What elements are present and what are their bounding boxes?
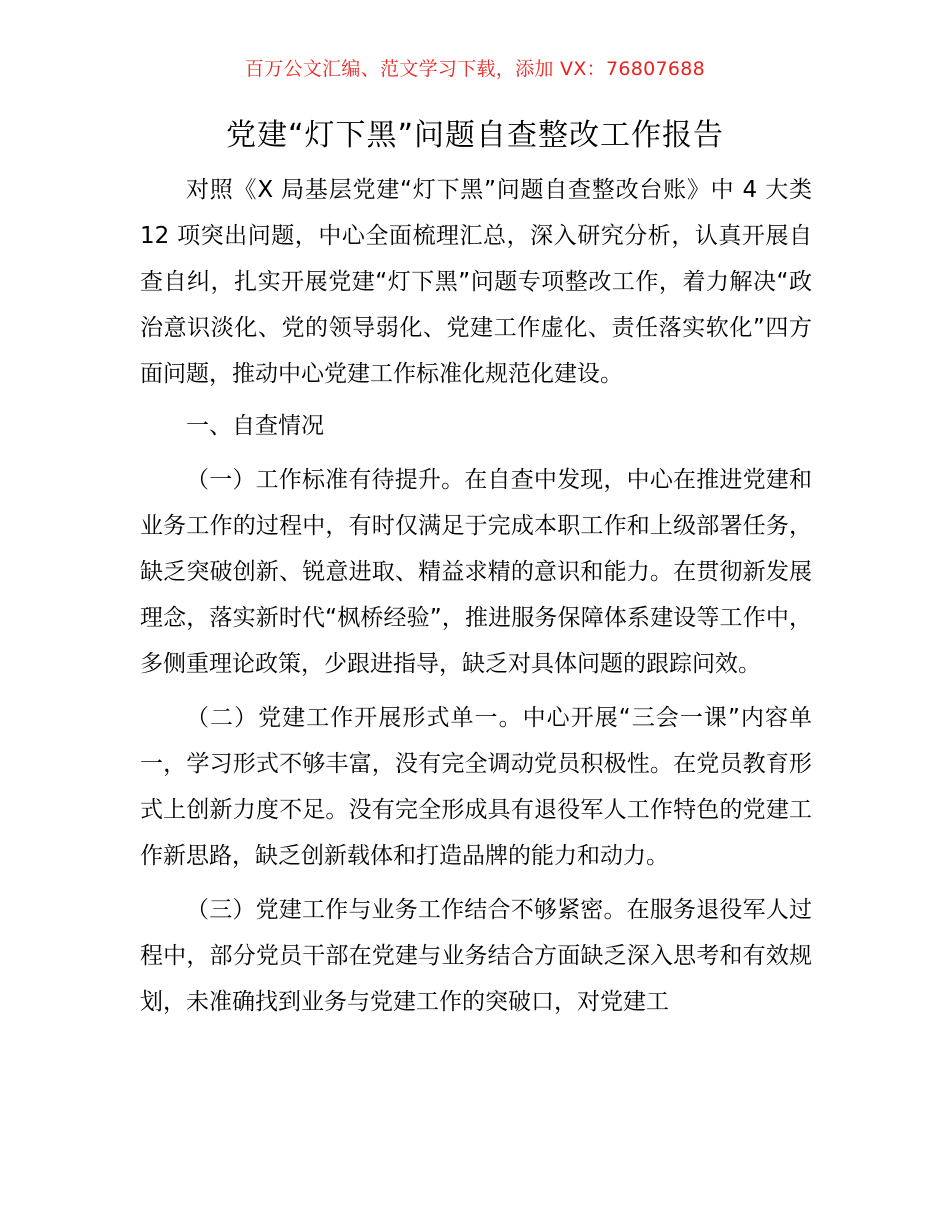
paragraph-item-1: （一）工作标准有待提升。在自查中发现，中心在推进党建和业务工作的过程中，有时仅满足于完成本职工作和上级部署任务，缺乏突破创新、锐意进取、精益求精的意识和能力。在贯彻新发展理念，落实新时代“枫桥经验”，推进服务保障体系建设等工作中，多侧重理论政策，少跟进指导，缺乏对具体问题的跟踪问效。	[140, 467, 812, 677]
paragraph-item-3: （三）党建工作与业务工作结合不够紧密。在服务退役军人过程中，部分党员干部在党建与业务结合方面缺乏深入思考和有效规划，未准确找到业务与党建工作的突破口，对党建工	[140, 897, 812, 1015]
paragraph-item-2: （二）党建工作开展形式单一。中心开展“三会一课”内容单一，学习形式不够丰富，没有完全调动党员积极性。在党员教育形式上创新力度不足。没有完全形成具有退役军人工作特色的党建工作新思路，缺乏创新载体和打造品牌的能力和动力。	[140, 705, 812, 869]
section-heading-self-inspection: 一、自查情况	[186, 413, 324, 439]
document-title: 党建“灯下黑”问题自查整改工作报告	[225, 118, 725, 153]
document-body	[140, 167, 812, 1025]
intro-paragraph: 对照《X 局基层党建“灯下黑”问题自查整改台账》中 4 大类 12 项突出问题，中心全面梳理汇总，深入研究分析，认真开展自查自纠，扎实开展党建“灯下黑”问题专项整改工作，着力解决“政治意识淡化、党的领导弱化、党建工作虚化、责任落实软化”四方面问题，推动中心党建工作标准化规范化建设。	[140, 177, 812, 387]
watermark-header: 百万公文汇编、范文学习下载，添加 VX：76807688	[244, 58, 706, 80]
